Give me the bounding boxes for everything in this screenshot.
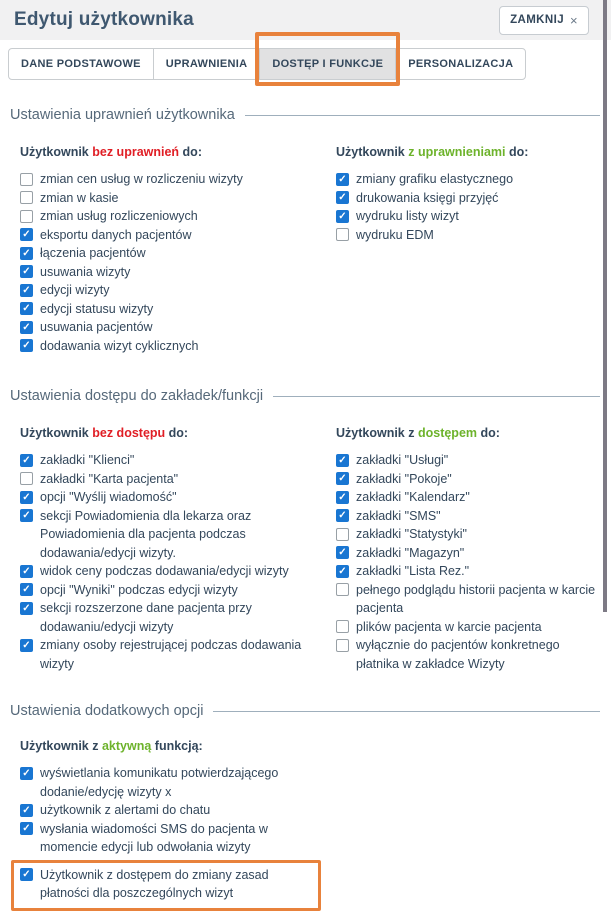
checked-checkbox-icon[interactable]: ✓ bbox=[20, 284, 33, 297]
checkbox-item[interactable] bbox=[336, 544, 597, 563]
checkbox-label: Użytkownik z dostępem do zmiany zasad płatności dla poszczególnych wizyt bbox=[40, 867, 269, 900]
heading-suffix: do: bbox=[165, 426, 189, 440]
checkbox-label: pełnego podglądu historii pacjenta w karcie pacjenta bbox=[356, 582, 596, 615]
checkbox-item[interactable] bbox=[336, 507, 597, 526]
section-header bbox=[10, 388, 597, 404]
checkbox-label: usuwania pacjentów bbox=[40, 320, 153, 334]
unchecked-checkbox-icon[interactable] bbox=[336, 228, 349, 241]
tab-dostep-i-funkcje[interactable] bbox=[259, 48, 396, 80]
unchecked-checkbox-icon[interactable] bbox=[336, 583, 349, 596]
heading-suffix: do: bbox=[505, 145, 529, 159]
section-header bbox=[10, 703, 597, 719]
checked-checkbox-icon[interactable]: ✓ bbox=[20, 302, 33, 315]
column-heading bbox=[336, 426, 597, 440]
heading-highlight: z uprawnieniami bbox=[408, 145, 506, 159]
columns bbox=[14, 145, 597, 355]
unchecked-checkbox-icon[interactable] bbox=[20, 210, 33, 223]
checked-checkbox-icon[interactable]: ✓ bbox=[20, 265, 33, 278]
checked-checkbox-icon[interactable]: ✓ bbox=[336, 565, 349, 578]
section-title: Ustawienia dodatkowych opcji bbox=[10, 703, 204, 719]
checkbox-label: zmiany osoby rejestrującej podczas dodawania wizyty bbox=[40, 638, 302, 671]
checkbox-label: wysłania wiadomości SMS do pacjenta w momencie edycji lub odwołania wizyty bbox=[40, 821, 268, 854]
tab-content bbox=[0, 107, 611, 911]
checkbox-label: użytkownik z alertami do chatu bbox=[40, 803, 211, 817]
checkbox-list bbox=[20, 764, 324, 911]
section-title: Ustawienia uprawnień użytkownika bbox=[10, 107, 235, 123]
page-title: Edytuj użytkownika bbox=[14, 9, 194, 30]
checked-checkbox-icon[interactable]: ✓ bbox=[20, 804, 33, 817]
unchecked-checkbox-icon[interactable] bbox=[336, 620, 349, 633]
checkbox-label: wyświetlania komunikatu potwierdzającego dodanie/edycję wizyty x bbox=[40, 766, 279, 799]
close-button-label: ZAMKNIJ bbox=[510, 14, 564, 26]
checkbox-label: zmian cen usług w rozliczeniu wizyty bbox=[40, 172, 243, 186]
column-heading bbox=[20, 739, 324, 753]
checked-checkbox-icon[interactable]: ✓ bbox=[336, 472, 349, 485]
checkbox-item[interactable] bbox=[336, 636, 597, 673]
checkbox-item[interactable] bbox=[20, 300, 318, 319]
column-with-access bbox=[336, 426, 597, 673]
checkbox-label: zakładki "SMS" bbox=[356, 508, 441, 523]
checkbox-item[interactable] bbox=[336, 581, 597, 618]
checkbox-item-annotated[interactable] bbox=[11, 860, 321, 911]
tab-uprawnienia[interactable]: UPRAWNIENIA bbox=[153, 48, 261, 80]
checkbox-item[interactable] bbox=[336, 488, 597, 507]
checkbox-label: opcji "Wyniki" podczas edycji wizyty bbox=[40, 582, 238, 597]
checkbox-label: drukowania księgi przyjęć bbox=[356, 190, 499, 205]
heading-highlight: bez uprawnień bbox=[92, 145, 180, 159]
divider-line bbox=[245, 115, 600, 116]
checkbox-label: widok ceny podczas dodawania/edycji wizyty bbox=[40, 564, 289, 578]
unchecked-checkbox-icon[interactable] bbox=[20, 191, 33, 204]
heading-suffix: do: bbox=[477, 426, 500, 440]
checkbox-label: zmian usług rozliczeniowych bbox=[40, 209, 198, 223]
checked-checkbox-icon[interactable]: ✓ bbox=[20, 822, 33, 835]
heading-prefix: Użytkownik bbox=[336, 145, 409, 159]
close-icon: × bbox=[570, 12, 578, 28]
heading-prefix: Użytkownik bbox=[20, 426, 93, 440]
section-title: Ustawienia dostępu do zakładek/funkcji bbox=[10, 388, 264, 404]
checkbox-label: sekcji rozszerzone dane pacjenta przy dodawaniu/edycji wizyty bbox=[40, 601, 252, 634]
heading-prefix: Użytkownik z bbox=[336, 426, 418, 440]
checkbox-item[interactable] bbox=[336, 618, 597, 637]
checkbox-label: eksportu danych pacjentów bbox=[40, 227, 192, 242]
checkbox-item[interactable] bbox=[20, 801, 324, 820]
checked-checkbox-icon[interactable]: ✓ bbox=[336, 454, 349, 467]
unchecked-checkbox-icon[interactable] bbox=[20, 173, 33, 186]
checkbox-item[interactable] bbox=[336, 562, 597, 581]
tab-dane-podstawowe[interactable]: DANE PODSTAWOWE bbox=[8, 48, 154, 80]
checkbox-item[interactable] bbox=[20, 207, 318, 226]
column-with-permissions bbox=[336, 145, 597, 355]
divider-line bbox=[273, 396, 600, 397]
column-active-function bbox=[20, 739, 342, 911]
heading-prefix: Użytkownik z bbox=[20, 739, 102, 753]
checkbox-label: zakładki "Klienci" bbox=[40, 453, 135, 467]
scrollbar-thumb[interactable] bbox=[603, 0, 607, 612]
checkbox-item[interactable] bbox=[20, 764, 324, 801]
section-additional-options bbox=[10, 703, 597, 911]
checkbox-item[interactable] bbox=[336, 226, 597, 245]
checkbox-label: dodawania wizyt cyklicznych bbox=[40, 338, 199, 353]
checked-checkbox-icon[interactable]: ✓ bbox=[20, 767, 33, 780]
close-button[interactable] bbox=[499, 6, 589, 35]
checked-checkbox-icon[interactable]: ✓ bbox=[336, 173, 349, 186]
checked-checkbox-icon[interactable]: ✓ bbox=[20, 868, 33, 881]
checkbox-item[interactable] bbox=[336, 451, 597, 470]
checkbox-item[interactable] bbox=[20, 170, 318, 189]
columns bbox=[14, 426, 597, 673]
checkbox-label: zmiany grafiku elastycznego bbox=[356, 172, 514, 186]
checkbox-item[interactable] bbox=[20, 636, 318, 673]
dialog-titlebar bbox=[0, 0, 611, 40]
heading-suffix: do: bbox=[179, 145, 202, 159]
checkbox-item[interactable] bbox=[20, 226, 318, 245]
checkbox-label: łączenia pacjentów bbox=[40, 246, 146, 260]
unchecked-checkbox-icon[interactable] bbox=[336, 639, 349, 652]
checkbox-item[interactable] bbox=[20, 263, 318, 282]
tab-bar bbox=[8, 48, 611, 80]
checkbox-item[interactable] bbox=[20, 581, 318, 600]
checkbox-item[interactable] bbox=[20, 562, 318, 581]
column-heading bbox=[20, 145, 318, 159]
checkbox-label: zakładki "Kalendarz" bbox=[356, 490, 470, 504]
checkbox-item[interactable] bbox=[336, 207, 597, 226]
checked-checkbox-icon[interactable]: ✓ bbox=[20, 339, 33, 352]
checkbox-label: zakładki "Magazyn" bbox=[356, 545, 465, 560]
checked-checkbox-icon[interactable]: ✓ bbox=[20, 247, 33, 260]
checked-checkbox-icon[interactable]: ✓ bbox=[336, 546, 349, 559]
checkbox-list bbox=[20, 451, 318, 673]
checked-checkbox-icon[interactable]: ✓ bbox=[20, 321, 33, 334]
checked-checkbox-icon[interactable]: ✓ bbox=[336, 210, 349, 223]
checkbox-label: edycji statusu wizyty bbox=[40, 301, 154, 316]
checkbox-item[interactable] bbox=[20, 470, 318, 489]
heading-highlight: aktywną bbox=[101, 739, 152, 753]
section-tab-access bbox=[10, 388, 597, 673]
divider-line bbox=[213, 711, 600, 712]
checked-checkbox-icon[interactable]: ✓ bbox=[336, 509, 349, 522]
checked-checkbox-icon[interactable]: ✓ bbox=[20, 509, 33, 522]
checkbox-item[interactable] bbox=[20, 488, 318, 507]
checked-checkbox-icon[interactable]: ✓ bbox=[20, 454, 33, 467]
checkbox-label: wydruku listy wizyt bbox=[356, 209, 459, 223]
heading-suffix: funkcją: bbox=[151, 739, 203, 753]
checkbox-item[interactable] bbox=[20, 281, 318, 300]
checkbox-list bbox=[20, 170, 318, 355]
checkbox-label: zakładki "Usługi" bbox=[356, 453, 449, 467]
heading-highlight: dostępem bbox=[417, 426, 478, 440]
checkbox-list bbox=[336, 170, 597, 244]
checkbox-item[interactable] bbox=[336, 170, 597, 189]
checkbox-label: usuwania wizyty bbox=[40, 264, 131, 279]
checkbox-label: plików pacjenta w karcie pacjenta bbox=[356, 619, 542, 634]
checked-checkbox-icon[interactable]: ✓ bbox=[20, 639, 33, 652]
heading-prefix: Użytkownik bbox=[20, 145, 93, 159]
checked-checkbox-icon[interactable]: ✓ bbox=[20, 491, 33, 504]
checkbox-label: wydruku EDM bbox=[356, 227, 434, 242]
column-heading bbox=[336, 145, 597, 159]
checkbox-item[interactable] bbox=[20, 820, 324, 857]
checkbox-label: zakładki "Statystyki" bbox=[356, 527, 467, 541]
checkbox-item[interactable] bbox=[20, 599, 318, 636]
checkbox-label: zakładki "Pokoje" bbox=[356, 471, 452, 486]
checkbox-item[interactable] bbox=[336, 189, 597, 208]
checkbox-label: sekcji Powiadomienia dla lekarza oraz Powiadomienia dla pacjenta podczas dodawania/edycji wizyty. bbox=[40, 508, 252, 560]
checkbox-label: opcji "Wyślij wiadomość" bbox=[40, 490, 177, 504]
section-user-permissions bbox=[10, 107, 597, 355]
checked-checkbox-icon[interactable]: ✓ bbox=[20, 228, 33, 241]
checkbox-label: wyłącznie do pacjentów konkretnego płatnika w zakładce Wizyty bbox=[356, 638, 560, 671]
checked-checkbox-icon[interactable]: ✓ bbox=[20, 602, 33, 615]
checked-checkbox-icon[interactable]: ✓ bbox=[20, 583, 33, 596]
checkbox-item[interactable] bbox=[20, 244, 318, 263]
section-header bbox=[10, 107, 597, 123]
checkbox-label: zakładki "Lista Rez." bbox=[356, 564, 470, 578]
checkbox-list bbox=[336, 451, 597, 673]
tab-personalizacja[interactable]: PERSONALIZACJA bbox=[395, 48, 526, 80]
checkbox-item[interactable] bbox=[20, 318, 318, 337]
unchecked-checkbox-icon[interactable] bbox=[20, 472, 33, 485]
tab-label: DOSTĘP I FUNKCJE bbox=[272, 58, 384, 70]
checkbox-label: edycji wizyty bbox=[40, 283, 110, 297]
unchecked-checkbox-icon[interactable] bbox=[336, 528, 349, 541]
heading-highlight: bez dostępu bbox=[92, 426, 166, 440]
checkbox-item[interactable] bbox=[20, 451, 318, 470]
column-without-access bbox=[20, 426, 336, 673]
checkbox-label: zakładki "Karta pacjenta" bbox=[40, 471, 179, 486]
checkbox-item[interactable] bbox=[20, 507, 318, 563]
columns bbox=[14, 739, 597, 911]
checked-checkbox-icon[interactable]: ✓ bbox=[336, 191, 349, 204]
column-without-permissions bbox=[20, 145, 336, 355]
checked-checkbox-icon[interactable]: ✓ bbox=[336, 491, 349, 504]
checkbox-item[interactable] bbox=[336, 470, 597, 489]
checkbox-item[interactable] bbox=[336, 525, 597, 544]
checkbox-item[interactable] bbox=[20, 337, 318, 356]
column-heading bbox=[20, 426, 318, 440]
checked-checkbox-icon[interactable]: ✓ bbox=[20, 565, 33, 578]
checkbox-label: zmian w kasie bbox=[40, 190, 119, 205]
checkbox-item[interactable] bbox=[20, 189, 318, 208]
